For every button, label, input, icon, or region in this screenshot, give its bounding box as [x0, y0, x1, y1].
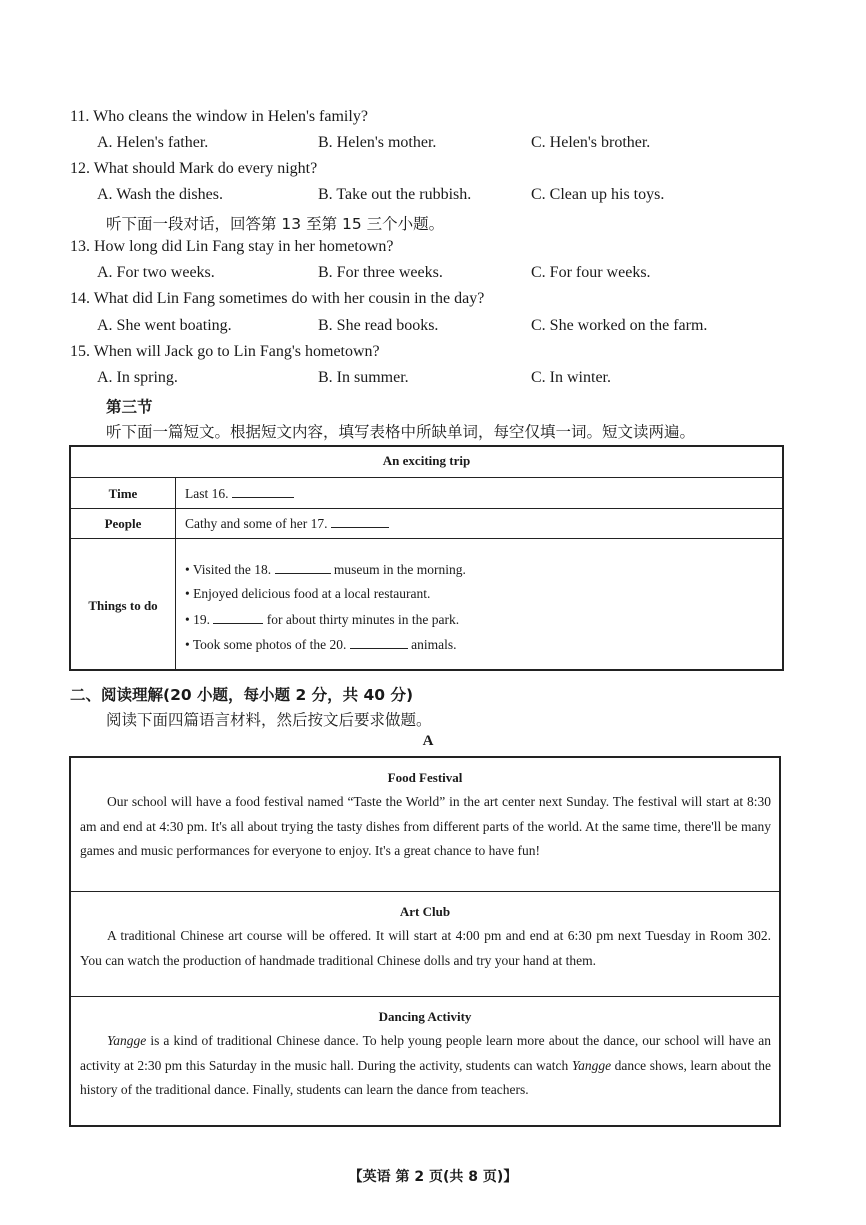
things-item	[185, 561, 466, 578]
passage-a-box	[69, 756, 781, 1127]
question-13-option-c: C. For four weeks.	[531, 264, 651, 281]
food-festival-title: Food Festival	[387, 770, 463, 785]
question-12-option-c: C. Clean up his toys.	[531, 186, 665, 203]
instruction-13-15: 听下面一段对话，回答第 13 至第 15 三个小题。	[106, 215, 445, 233]
question-15-stem: 15. When will Jack go to Lin Fang's hometown?	[70, 343, 380, 360]
table-divider	[71, 508, 782, 509]
art-club-title: Art Club	[399, 904, 451, 919]
question-14-option-c: C. She worked on the farm.	[531, 317, 708, 334]
time-cell	[185, 485, 294, 502]
dancing-activity-title: Dancing Activity	[378, 1009, 472, 1024]
question-11-stem: 11. Who cleans the window in Helen's family?	[70, 108, 368, 125]
things-item-text: • Enjoyed delicious food at a local restaurant.	[185, 586, 431, 601]
food-festival-text: Our school will have a food festival named “Taste the World” in the art center next Sunday. The festival will start at 8:30 am and end at 4:30 pm. It's all about trying the tasty dishes from different parts of the world. At the same time, there'll be many games and music performances for everyone to enjoy. It's a great chance to have fun!	[80, 794, 771, 858]
art-club-text: A traditional Chinese art course will be offered. It will start at 4:00 pm and end at 6:30 pm next Tuesday in Room 302. You can watch the production of handmade traditional Chinese dolls and try your hand at them.	[80, 928, 771, 968]
things-item-text: • Took some photos of the 20.	[185, 637, 347, 652]
passage-label: A	[422, 733, 434, 749]
yangge-term: Yangge	[571, 1057, 612, 1073]
answer-blank-19[interactable]	[213, 611, 263, 624]
table-column-divider	[175, 477, 176, 669]
question-15-option-b: B. In summer.	[318, 369, 409, 386]
yangge-term: Yangge	[107, 1033, 147, 1048]
table-title: An exciting trip	[382, 453, 471, 468]
question-13-option-a: A. For two weeks.	[97, 264, 215, 281]
dancing-text-part: dance shows, learn about the history of the traditional dance. Finally, students can learn the dance from teachers.	[80, 1057, 771, 1097]
question-11-option-c: C. Helen's brother.	[531, 134, 651, 151]
dancing-activity-text	[80, 1029, 771, 1103]
answer-blank-16[interactable]	[232, 485, 294, 498]
answer-blank-17[interactable]	[331, 515, 389, 528]
question-15-option-c: C. In winter.	[531, 369, 611, 386]
question-11-option-a: A. Helen's father.	[97, 134, 209, 151]
question-14-option-a: A. She went boating.	[97, 317, 232, 334]
people-value: Cathy and some of her 17.	[185, 516, 328, 531]
listening-table	[69, 445, 784, 671]
question-11-option-b: B. Helen's mother.	[318, 134, 437, 151]
answer-blank-18[interactable]	[275, 561, 331, 574]
question-12-option-b: B. Take out the rubbish.	[318, 186, 472, 203]
things-item-text: • 19.	[185, 612, 210, 627]
things-label: Things to do	[88, 598, 158, 613]
things-item-text: for about thirty minutes in the park.	[266, 612, 460, 627]
table-divider	[71, 477, 782, 478]
things-item-text: animals.	[411, 637, 457, 652]
people-cell	[185, 515, 389, 532]
question-14-option-b: B. She read books.	[318, 317, 439, 334]
things-item	[185, 586, 430, 602]
time-value: Last 16.	[185, 486, 229, 501]
things-item-text: museum in the morning.	[333, 562, 466, 577]
dancing-activity-section	[71, 996, 779, 1126]
section-3-instruction: 听下面一篇短文。根据短文内容，填写表格中所缺单词，每空仅填一词。短文读两遍。	[106, 423, 696, 441]
question-13-stem: 13. How long did Lin Fang stay in her hometown?	[70, 238, 394, 255]
time-label: Time	[108, 486, 138, 501]
part-2-heading: 二、阅读理解(20 小题，每小题 2 分，共 40 分)	[70, 686, 414, 704]
page-footer: 【英语 第 2 页(共 8 页)】	[348, 1169, 518, 1185]
table-divider	[71, 538, 782, 539]
answer-blank-20[interactable]	[350, 636, 408, 649]
things-item-text: • Visited the 18.	[185, 562, 272, 577]
dancing-text-part: is a kind of traditional Chinese dance. To help young people learn more about the dance, our school will have an activity at 2:30 pm this Saturday in the music hall. During the activity, students can watch	[80, 1033, 771, 1073]
art-club-section	[71, 891, 779, 997]
things-item	[185, 636, 457, 653]
question-15-option-a: A. In spring.	[97, 369, 178, 386]
part-2-instruction: 阅读下面四篇语言材料，然后按文后要求做题。	[106, 711, 432, 729]
section-3-title: 第三节	[106, 398, 153, 416]
question-12-stem: 12. What should Mark do every night?	[70, 160, 318, 177]
question-12-option-a: A. Wash the dishes.	[97, 186, 223, 203]
question-13-option-b: B. For three weeks.	[318, 264, 443, 281]
food-festival-section	[71, 758, 779, 891]
question-14-stem: 14. What did Lin Fang sometimes do with her cousin in the day?	[70, 290, 485, 307]
people-label: People	[104, 516, 142, 531]
things-item	[185, 611, 459, 628]
